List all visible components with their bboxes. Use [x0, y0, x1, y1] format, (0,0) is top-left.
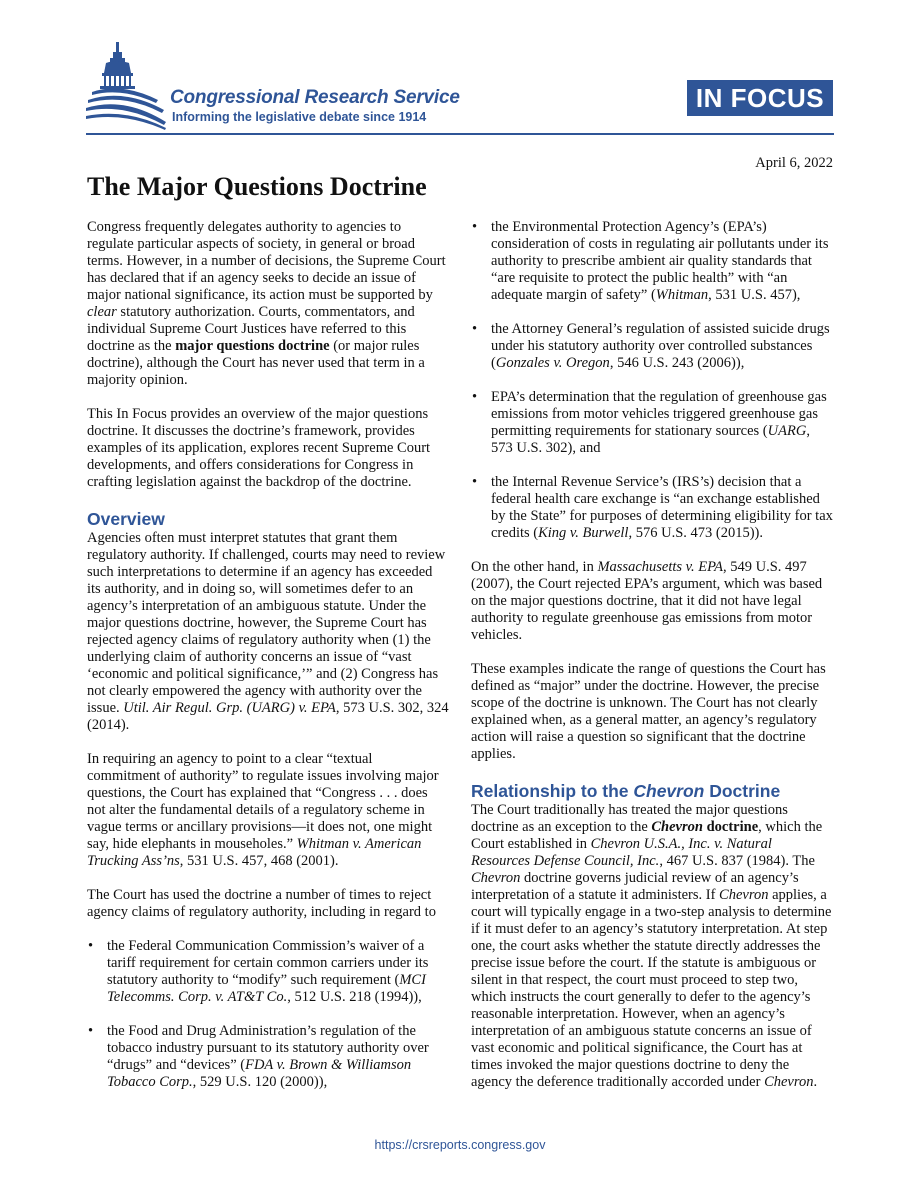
list-item: • the Internal Revenue Service’s (IRS’s) decision that a federal health care exchange is “an exchange established by the State” for purposes of determining eligibility for tax credits (King v. Burwell, 576 U.S. 473 (2015)). — [472, 474, 833, 541]
chevron-paragraph: The Court traditionally has treated the major questions doctrine as an exception to the Chevron doctrine, which the Court established in Chevron U.S.A., Inc. v. Natural Resources Defense Council, Inc., 467 U.S. 837 (1984). The Chevron doctrine governs judicial review of an agency’s interpretation of a statute it administers. If Chevron applies, a court will typically engage in a two-step analysis to determine if it must defer to an agency’s statutory interpretation. At step one, the court asks whether the statute directly addresses the precise issue before the court. If the statute is ambiguous or silent in that respect, the court must proceed to step two, which instructs the court generally to defer to the agency’s reasonable interpretation. However, when an agency’s interpretation of an ambiguous statute concerns an issue of vast economic and political significance, the Court has at times invoked the major questions doctrine to deny the agency the deference traditionally accorded under Chevron. — [471, 802, 832, 1090]
header — [0, 0, 920, 140]
bullet-icon: • — [88, 1023, 94, 1039]
org-name: Congressional Research Service — [170, 87, 460, 108]
bullet-icon: • — [88, 938, 94, 954]
list-item: • EPA’s determination that the regulation of greenhouse gas emissions from motor vehicles triggered greenhouse gas permitting requirements for stationary sources (UARG, 573 U.S. 302), and — [472, 389, 827, 456]
overview-paragraph-3: The Court has used the doctrine a number of times to reject agency claims of regulatory authority, including in regard to — [87, 887, 436, 920]
bullet-icon: • — [472, 321, 478, 337]
org-tagline: Informing the legislative debate since 1914 — [172, 110, 427, 124]
bullet-icon: • — [472, 474, 478, 490]
footer-url[interactable]: https://crsreports.congress.gov — [374, 1138, 546, 1152]
bullet-list-right — [471, 219, 833, 542]
bullet-icon: • — [472, 389, 478, 405]
list-item: • the Federal Communication Commission’s waiver of a tariff requirement for certain common carriers under its statutory authority to “modify” such requirement (MCI Telecomms. Corp. v. AT&T Co., 512 U.S. 218 (1994)), — [88, 938, 429, 1005]
in-focus-badge: IN FOCUS — [687, 80, 833, 116]
intro-paragraph-1: Congress frequently delegates authority to agencies to regulate particular aspects of society, in general or broad terms. However, in a number of decisions, the Supreme Court has declared that if an agency seeks to decide an issue of major national significance, its action must be supported by clear statutory authorization. Courts, commentators, and individual Supreme Court Justices have referred to this doctrine as the major questions doctrine (or major rules doctrine), although the Court has never used that term in a majority opinion. — [87, 219, 446, 388]
list-item: • the Food and Drug Administration’s regulation of the tobacco industry pursuant to its statutory authority over “drugs” and “devices” (FDA v. Brown & Williamson Tobacco Corp., 529 U.S. 120 (2000)), — [88, 1023, 429, 1090]
examples-paragraph: These examples indicate the range of questions the Court has defined as “major” under the doctrine. However, the precise scope of the doctrine is unknown. The Court has not clearly explained when, as a general matter, an agency’s regulatory action will raise a question so significant that the doctrine applies. — [471, 661, 826, 762]
bullet-list-left — [87, 938, 449, 1091]
left-column — [87, 219, 449, 1108]
chevron-heading: Relationship to the Chevron Doctrine — [471, 781, 781, 801]
overview-paragraph-1: Agencies often must interpret statutes that grant them regulatory authority. If challenged, courts may need to review such interpretations to determine if an agency has exceeded its authority, and in doing so, will sometimes defer to an agency’s interpretation of an ambiguous statute. Under the major questions doctrine, however, the Supreme Court has rejected agency claims of regulatory authority when (1) the underlying claim of authority concerns an issue of “vast ‘economic and political significance,’” and (2) Congress has not clearly empowered the agency with authority over the issue. Util. Air Regul. Grp. (UARG) v. EPA, 573 U.S. 302, 324 (2014). — [87, 530, 449, 733]
capitol-dome-logo-icon — [86, 40, 166, 130]
list-item: • the Environmental Protection Agency’s (EPA’s) consideration of costs in regulating air pollutants under its authority to prescribe ambient air quality standards that “are requisite to protect the public health” with “an adequate margin of safety” (Whitman, 531 U.S. 457), — [472, 219, 829, 303]
report-date: April 6, 2022 — [755, 155, 833, 171]
intro-paragraph-2: This In Focus provides an overview of the major questions doctrine. It discusses the doctrine’s framework, provides examples of its application, explores recent Supreme Court developments, and offers considerations for Congress in crafting legislation against the backdrop of the doctrine. — [87, 406, 431, 490]
header-rule — [86, 133, 834, 135]
page-title: The Major Questions Doctrine — [87, 172, 427, 201]
right-column — [471, 219, 833, 1108]
massachusetts-paragraph: On the other hand, in Massachusetts v. EPA, 549 U.S. 497 (2007), the Court rejected EPA’s argument, which was based on the major questions doctrine, that it did not have legal authority to regulate greenhouse gas emissions from motor vehicles. — [471, 559, 823, 643]
list-item: • the Attorney General’s regulation of assisted suicide drugs under his statutory authority over controlled substances (Gonzales v. Oregon, 546 U.S. 243 (2006)), — [472, 321, 830, 371]
overview-heading: Overview — [87, 509, 165, 529]
overview-paragraph-2: In requiring an agency to point to a clear “textual commitment of authority” to regulate issues involving major questions, the Court has explained that “Congress . . . does not alter the fundamental details of a regulatory scheme in vague terms or ancillary provisions—it does not, one might say, hide elephants in mouseholes.” Whitman v. American Trucking Ass’ns, 531 U.S. 457, 468 (2001). — [87, 751, 439, 869]
bullet-icon: • — [472, 219, 478, 235]
